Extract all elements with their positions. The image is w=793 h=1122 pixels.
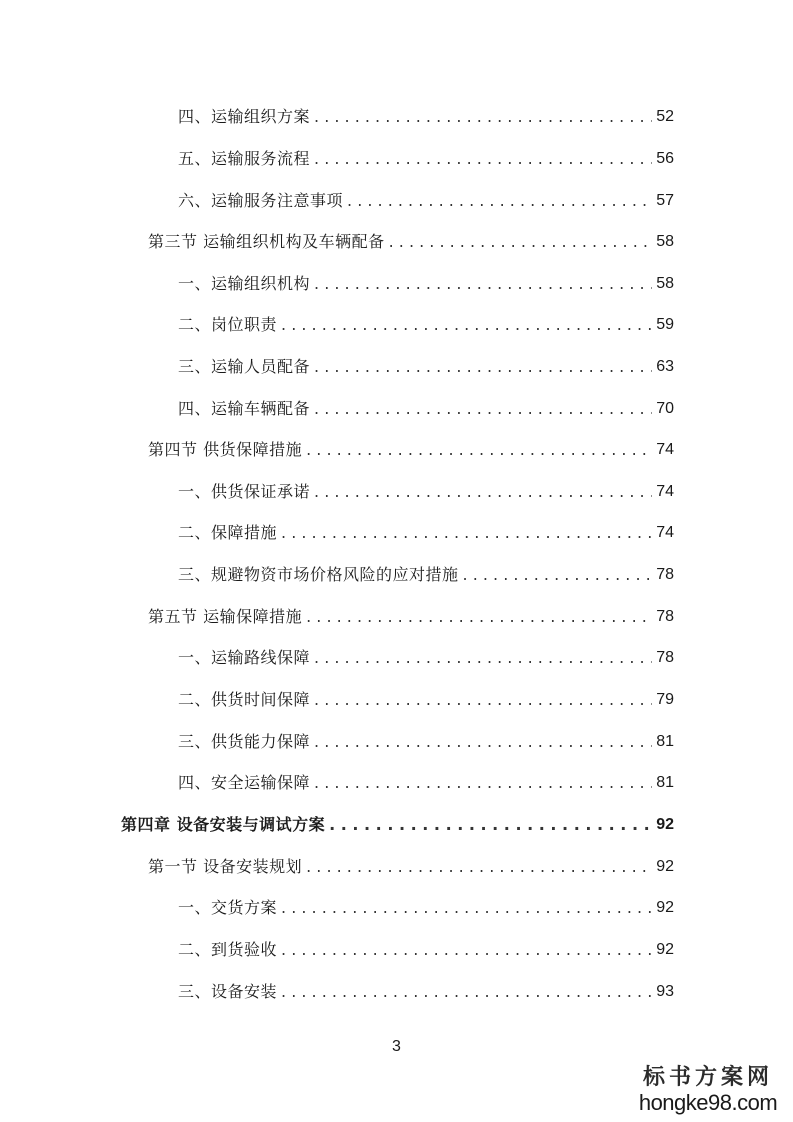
dot-leader: [347, 190, 652, 212]
toc-entry-page: 58: [656, 275, 674, 292]
toc-entry-page: 81: [656, 774, 674, 791]
toc-entry[interactable]: [178, 102, 674, 128]
toc-entry-page: 57: [656, 192, 674, 209]
toc-entry-title: 四、运输车辆配备: [178, 399, 311, 418]
toc-entry-title: 二、岗位职责: [178, 315, 278, 334]
toc-entry-title: 六、运输服务注意事项: [178, 191, 344, 210]
toc-entry-title: 四、运输组织方案: [178, 107, 311, 126]
toc-entry-page: 74: [656, 524, 674, 541]
toc-entry-title: 第五节 运输保障措施: [148, 607, 303, 626]
dot-leader: [314, 106, 652, 128]
dot-leader: [306, 606, 652, 628]
toc-entry-title: 一、交货方案: [178, 898, 278, 917]
toc-entry[interactable]: [178, 352, 674, 378]
toc-entry-page: 56: [656, 150, 674, 167]
toc-entry[interactable]: [178, 560, 674, 586]
toc-entry-page: 70: [656, 400, 674, 417]
toc-entry[interactable]: [148, 227, 674, 253]
toc-entry-page: 92: [656, 899, 674, 916]
toc-entry[interactable]: [178, 685, 674, 711]
toc-entry-page: 78: [656, 649, 674, 666]
dot-leader: [314, 689, 652, 711]
toc-entry-title: 第一节 设备安装规划: [148, 857, 303, 876]
dot-leader: [314, 647, 652, 669]
dot-leader: [314, 731, 652, 753]
dot-leader: [314, 772, 652, 794]
toc-entry-title: 第四章 设备安装与调试方案: [121, 815, 326, 834]
toc-entry-title: 第四节 供货保障措施: [148, 440, 303, 459]
toc-entry-page: 92: [656, 941, 674, 958]
toc-entry[interactable]: [178, 768, 674, 794]
toc-entry-page: 52: [656, 108, 674, 125]
toc-entry[interactable]: [178, 518, 674, 544]
toc-entry-page: 79: [656, 691, 674, 708]
dot-leader: [314, 273, 652, 295]
dot-leader: [314, 148, 652, 170]
toc-entry-title: 二、到货验收: [178, 940, 278, 959]
toc-entry-page: 58: [656, 233, 674, 250]
site-watermark: [633, 1064, 783, 1116]
toc-entry-page: 59: [656, 316, 674, 333]
toc-entry-page: 93: [656, 983, 674, 1000]
toc-entry[interactable]: [178, 935, 674, 961]
toc-entry-page: 74: [656, 441, 674, 458]
toc-entry[interactable]: [178, 727, 674, 753]
toc-entry-chapter[interactable]: [121, 810, 674, 836]
dot-leader: [314, 481, 652, 503]
toc-entry-title: 三、运输人员配备: [178, 357, 311, 376]
toc-entry-page: 92: [656, 858, 674, 875]
toc-entry-title: 三、规避物资市场价格风险的应对措施: [178, 565, 459, 584]
toc-entry-title: 三、设备安装: [178, 982, 278, 1001]
dot-leader: [329, 814, 652, 836]
toc-entry-title: 二、供货时间保障: [178, 690, 311, 709]
dot-leader: [389, 231, 653, 253]
toc-entry-title: 三、供货能力保障: [178, 732, 311, 751]
toc-entry[interactable]: [178, 477, 674, 503]
dot-leader: [463, 564, 653, 586]
toc-entry[interactable]: [178, 977, 674, 1003]
toc-entry[interactable]: [178, 643, 674, 669]
dot-leader: [306, 856, 652, 878]
toc-entry[interactable]: [178, 269, 674, 295]
toc-entry-page: 74: [656, 483, 674, 500]
toc-entry[interactable]: [178, 144, 674, 170]
toc-entry[interactable]: [178, 186, 674, 212]
toc-entry-title: 四、安全运输保障: [178, 773, 311, 792]
dot-leader: [306, 439, 652, 461]
dot-leader: [281, 522, 652, 544]
dot-leader: [314, 356, 652, 378]
dot-leader: [281, 314, 652, 336]
toc-entry[interactable]: [178, 893, 674, 919]
watermark-name: 标书方案网: [642, 1064, 773, 1090]
toc-entry-title: 一、运输路线保障: [178, 648, 311, 667]
watermark-url: hongke98.com: [638, 1090, 778, 1115]
dot-leader: [281, 897, 652, 919]
toc-entry[interactable]: [148, 435, 674, 461]
dot-leader: [281, 981, 652, 1003]
toc-entry[interactable]: [178, 310, 674, 336]
page-number: 3: [392, 1038, 401, 1055]
toc-entry-page: 63: [656, 358, 674, 375]
toc-entry[interactable]: [178, 394, 674, 420]
toc-entry-page: 92: [656, 816, 674, 833]
toc-entry-page: 78: [656, 566, 674, 583]
toc-entry-title: 二、保障措施: [178, 523, 278, 542]
dot-leader: [281, 939, 652, 961]
toc-entry[interactable]: [148, 602, 674, 628]
toc-entry-title: 五、运输服务流程: [178, 149, 311, 168]
toc-entry-title: 一、供货保证承诺: [178, 482, 311, 501]
dot-leader: [314, 398, 652, 420]
toc-entry-page: 81: [656, 733, 674, 750]
toc-entry-title: 第三节 运输组织机构及车辆配备: [148, 232, 385, 251]
toc-entry-title: 一、运输组织机构: [178, 274, 311, 293]
toc-entry-page: 78: [656, 608, 674, 625]
toc-entry[interactable]: [148, 852, 674, 878]
